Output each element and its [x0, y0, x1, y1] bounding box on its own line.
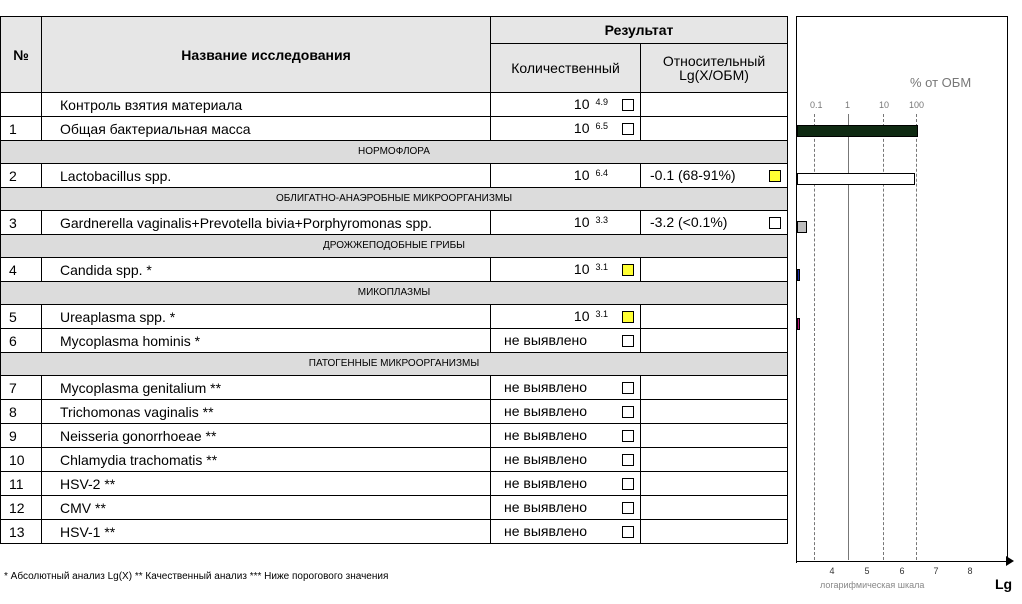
- status-box: [622, 335, 634, 347]
- table-row: 5 Ureaplasma spp. * 10 $^{3.1}$: [1, 305, 788, 329]
- row-name: Chlamydia trachomatis **: [42, 448, 491, 472]
- x-axis-label: логарифмическая шкала: [820, 580, 925, 590]
- section-header: НОРМОФЛОРА: [1, 141, 788, 164]
- x-tick: 7: [933, 566, 939, 576]
- bar-ureaplasma: [797, 318, 800, 330]
- x-axis: [796, 561, 1012, 562]
- status-box: [622, 478, 634, 490]
- x-tick: 6: [899, 566, 905, 576]
- row-number: 1: [1, 117, 42, 141]
- row-number: 8: [1, 400, 42, 424]
- pct-tick: 0.1: [810, 100, 823, 110]
- row-number: 12: [1, 496, 42, 520]
- log-scale-chart: [796, 16, 1008, 563]
- table-row: 7 Mycoplasma genitalium ** не выявлено: [1, 376, 788, 400]
- gridline: [916, 114, 917, 560]
- results-table: [0, 16, 788, 544]
- row-name: CMV **: [42, 496, 491, 520]
- col-number-header: №: [1, 17, 42, 93]
- status-box: [622, 264, 634, 276]
- row-number: 10: [1, 448, 42, 472]
- status-box: [622, 99, 634, 111]
- row-name: Lactobacillus spp.: [42, 164, 491, 188]
- x-tick: 8: [967, 566, 973, 576]
- col-quant-header: Количественный: [491, 44, 641, 93]
- bar-lactobacillus: [797, 173, 915, 185]
- row-name: Candida spp. *: [42, 258, 491, 282]
- row-number: 4: [1, 258, 42, 282]
- row-name: Контроль взятия материала: [42, 93, 491, 117]
- col-result-header: Результат: [491, 17, 788, 44]
- row-number: 13: [1, 520, 42, 544]
- bar-gardnerella: [797, 221, 807, 233]
- row-name: Общая бактериальная масса: [42, 117, 491, 141]
- section-header: МИКОПЛАЗМЫ: [1, 282, 788, 305]
- pct-tick: 10: [879, 100, 890, 110]
- status-box: [622, 454, 634, 466]
- row-name: Mycoplasma hominis *: [42, 329, 491, 353]
- row-name: Gardnerella vaginalis+Prevotella bivia+Porphyromonas spp.: [42, 211, 491, 235]
- table-row: 11 HSV-2 ** не выявлено: [1, 472, 788, 496]
- table-row: 10 Chlamydia trachomatis ** не выявлено: [1, 448, 788, 472]
- section-header: ДРОЖЖЕПОДОБНЫЕ ГРИБЫ: [1, 235, 788, 258]
- table-row: 4 Candida spp. * 10 $^{3.1}$: [1, 258, 788, 282]
- row-name: Ureaplasma spp. *: [42, 305, 491, 329]
- status-box: [622, 526, 634, 538]
- row-number: 6: [1, 329, 42, 353]
- table-row: 3 Gardnerella vaginalis+Prevotella bivia+Porphyromonas spp. 10 $^{3.3}$ -3.2 (<0.1%): [1, 211, 788, 235]
- lg-label: Lg: [995, 576, 1013, 592]
- status-box: [769, 170, 781, 182]
- pct-tick: 1: [845, 100, 851, 110]
- row-number: 7: [1, 376, 42, 400]
- row-name: HSV-1 **: [42, 520, 491, 544]
- percent-title: % от ОБМ: [910, 75, 972, 90]
- x-tick: 4: [829, 566, 835, 576]
- row-number: 11: [1, 472, 42, 496]
- table-row: Контроль взятия материала 10 $^{4.9}$: [1, 93, 788, 117]
- relative-value: -0.1 (68-91%): [650, 167, 736, 183]
- table-row: 8 Trichomonas vaginalis ** не выявлено: [1, 400, 788, 424]
- row-name: Mycoplasma genitalium **: [42, 376, 491, 400]
- x-tick: 5: [864, 566, 870, 576]
- row-name: Trichomonas vaginalis **: [42, 400, 491, 424]
- status-box: [622, 502, 634, 514]
- row-number: 2: [1, 164, 42, 188]
- col-name-header: Название исследования: [42, 17, 491, 93]
- pct-tick: 100: [909, 100, 925, 110]
- status-box: [622, 382, 634, 394]
- row-name: HSV-2 **: [42, 472, 491, 496]
- table-row: 6 Mycoplasma hominis * не выявлено: [1, 329, 788, 353]
- table-row: 2 Lactobacillus spp. 10 $^{6.4}$ -0.1 (68-91%): [1, 164, 788, 188]
- row-number: 3: [1, 211, 42, 235]
- bar-total: [797, 125, 918, 137]
- bar-candida: [797, 269, 800, 281]
- table-row: 9 Neisseria gonorrhoeae ** не выявлено: [1, 424, 788, 448]
- section-header: ПАТОГЕННЫЕ МИКРООРГАНИЗМЫ: [1, 353, 788, 376]
- row-number: 5: [1, 305, 42, 329]
- status-box: [622, 406, 634, 418]
- table-row: 12 CMV ** не выявлено: [1, 496, 788, 520]
- row-name: Neisseria gonorrhoeae **: [42, 424, 491, 448]
- section-header: ОБЛИГАТНО-АНАЭРОБНЫЕ МИКРООРГАНИЗМЫ: [1, 188, 788, 211]
- col-relative-header: Относительный Lg(X/ОБМ): [641, 44, 788, 93]
- status-box: [622, 311, 634, 323]
- row-number: 9: [1, 424, 42, 448]
- table-row: 1 Общая бактериальная масса 10 $^{6.5}$: [1, 117, 788, 141]
- table-row: 13 HSV-1 ** не выявлено: [1, 520, 788, 544]
- status-box: [622, 123, 634, 135]
- status-box: [769, 217, 781, 229]
- footnote: * Абсолютный анализ Lg(X) ** Качественный анализ *** Ниже порогового значения: [4, 571, 389, 582]
- relative-value: -3.2 (<0.1%): [650, 214, 728, 230]
- status-box: [622, 430, 634, 442]
- axis-arrow-icon: [1006, 556, 1014, 566]
